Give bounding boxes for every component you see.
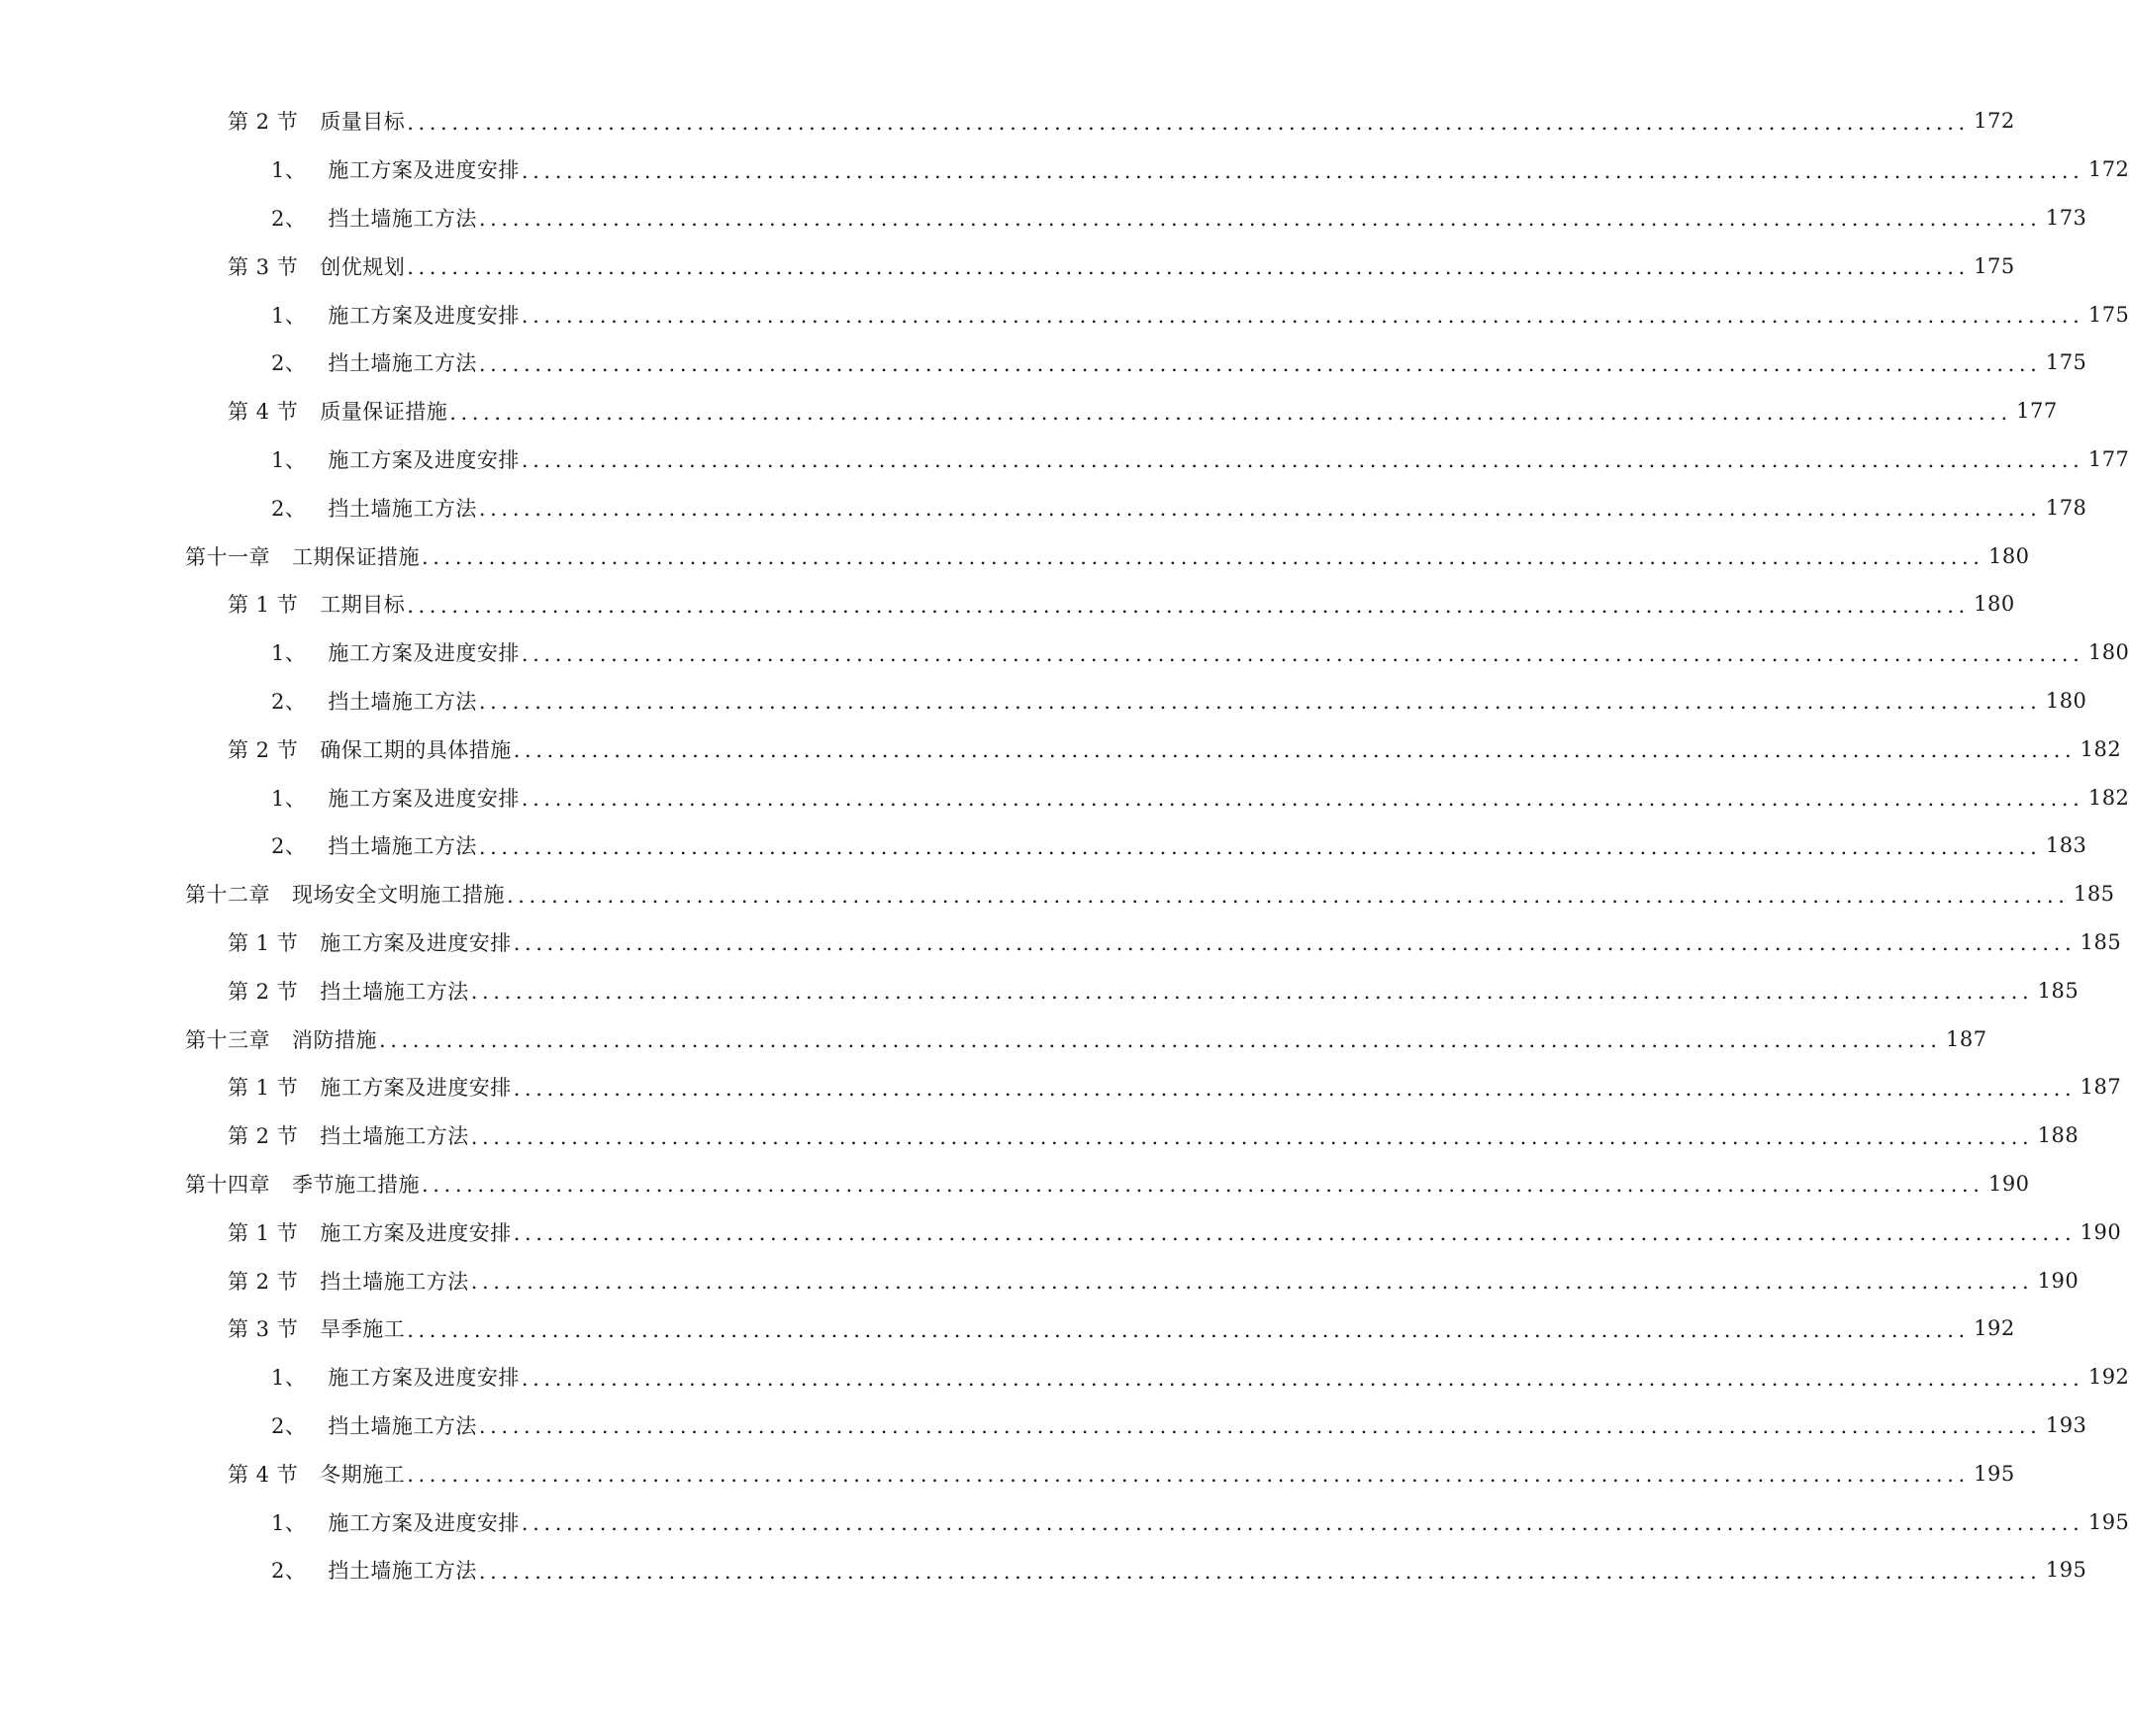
toc-entry-page-number: 187: [2080, 1075, 2122, 1100]
toc-entry-page-number: 188: [2037, 1123, 2080, 1148]
toc-entry-number: 第 4 节: [228, 1462, 299, 1487]
toc-entry-number: 第十四章: [185, 1172, 270, 1197]
toc-entry[interactable]: [0, 338, 2087, 387]
toc-entry-page-number: 195: [2087, 1509, 2129, 1534]
toc-entry-title: 挡土墙施工方法: [320, 1269, 469, 1294]
toc-entry-number: 第十三章: [185, 1027, 270, 1052]
toc-entry-page-number: 190: [1987, 1171, 2030, 1196]
toc-entry-number: 第 2 节: [228, 1269, 299, 1294]
toc-entry[interactable]: [0, 1256, 2080, 1304]
toc-entry[interactable]: [0, 677, 2087, 725]
toc-entry-heading: [228, 1266, 469, 1296]
toc-entry-heading: [271, 300, 520, 330]
toc-entry-title: 施工方案及进度安排: [328, 158, 520, 183]
toc-entry-heading: [228, 734, 512, 764]
toc-entry[interactable]: [0, 1014, 1987, 1063]
toc-entry-number: 第 3 节: [228, 254, 299, 279]
toc-dot-leader: ............................................................................................................................................: [478, 834, 2042, 859]
toc-entry-heading: [185, 541, 420, 571]
toc-entry-heading: [228, 1459, 405, 1489]
toc-entry-page-number: 175: [1974, 253, 2015, 278]
toc-entry-title: 施工方案及进度安排: [328, 1366, 520, 1391]
toc-entry[interactable]: [0, 435, 2129, 484]
toc-entry-number: 1、: [271, 1366, 307, 1391]
toc-entry-page-number: 180: [1987, 543, 2030, 568]
toc-entry[interactable]: [0, 1497, 2129, 1546]
toc-entry-heading: [228, 1072, 512, 1102]
toc-entry-number: 第 2 节: [228, 110, 299, 135]
toc-entry-title: 季节施工措施: [292, 1172, 420, 1197]
toc-entry-heading: [228, 927, 512, 957]
toc-entry-title: 施工方案及进度安排: [320, 930, 512, 955]
toc-dot-leader: ............................................................................................................................................: [407, 593, 1970, 618]
toc-entry[interactable]: [0, 290, 2129, 338]
toc-dot-leader: ............................................................................................................................................: [470, 980, 2034, 1005]
toc-entry-title: 挡土墙施工方法: [328, 496, 477, 521]
toc-dot-leader: ............................................................................................................................................: [470, 1124, 2034, 1149]
toc-entry[interactable]: [0, 194, 2087, 242]
toc-entry-title: 挡土墙施工方法: [328, 834, 477, 859]
toc-entry[interactable]: [0, 387, 2058, 435]
toc-entry-heading: [271, 1410, 477, 1440]
toc-entry-title: 质量目标: [320, 110, 406, 135]
toc-entry-heading: [271, 444, 520, 474]
toc-entry[interactable]: [0, 966, 2080, 1014]
toc-entry[interactable]: [0, 1160, 2030, 1208]
toc-entry[interactable]: [0, 1207, 2122, 1256]
toc-entry-page-number: 185: [2080, 929, 2122, 954]
toc-dot-leader: ............................................................................................................................................: [478, 497, 2042, 522]
toc-entry-page-number: 173: [2045, 205, 2087, 230]
toc-entry-heading: [228, 106, 405, 136]
toc-entry-number: 第 2 节: [228, 979, 299, 1004]
toc-entry-page-number: 185: [2037, 978, 2080, 1003]
toc-entry-title: 挡土墙施工方法: [320, 979, 469, 1004]
toc-entry-heading: [228, 1313, 405, 1343]
toc-dot-leader: ............................................................................................................................................: [407, 1463, 1970, 1488]
toc-dot-leader: ............................................................................................................................................: [513, 1076, 2077, 1101]
toc-entry[interactable]: [0, 241, 2015, 290]
toc-entry-number: 第 3 节: [228, 1317, 299, 1342]
toc-entry[interactable]: [0, 773, 2129, 821]
toc-entry-number: 2、: [271, 1559, 307, 1584]
toc-entry-number: 第十二章: [185, 883, 270, 908]
toc-entry-title: 挡土墙施工方法: [328, 1413, 477, 1438]
toc-entry-number: 第 4 节: [228, 400, 299, 425]
toc-entry[interactable]: [0, 724, 2122, 773]
toc-entry-title: 工期目标: [320, 593, 406, 618]
toc-dot-leader: ............................................................................................................................................: [478, 351, 2042, 376]
toc-entry-title: 消防措施: [292, 1027, 377, 1052]
toc-entry-heading: [271, 830, 477, 860]
toc-entry-page-number: 172: [2087, 157, 2129, 182]
toc-entry-page-number: 192: [1974, 1316, 2015, 1341]
toc-entry-heading: [228, 1217, 512, 1247]
toc-entry-page-number: 177: [2087, 446, 2129, 471]
toc-entry-heading: [271, 1555, 477, 1585]
toc-entry-page-number: 195: [2045, 1558, 2087, 1583]
toc-entry-heading: [271, 154, 520, 184]
toc-dot-leader: ............................................................................................................................................: [407, 110, 1970, 135]
toc-entry-heading: [271, 493, 477, 523]
toc-dot-leader: ............................................................................................................................................: [478, 690, 2042, 715]
toc-entry-number: 1、: [271, 158, 307, 183]
toc-entry-number: 第 1 节: [228, 593, 299, 618]
toc-entry[interactable]: [0, 97, 2015, 145]
toc-entry-heading: [271, 1507, 520, 1537]
toc-entry[interactable]: [0, 1546, 2087, 1594]
toc-entry-number: 1、: [271, 786, 307, 811]
toc-entry-number: 1、: [271, 447, 307, 472]
toc-dot-leader: ............................................................................................................................................: [507, 883, 2070, 908]
toc-entry-title: 旱季施工: [320, 1317, 406, 1342]
toc-entry-page-number: 195: [1974, 1461, 2015, 1486]
toc-entry-title: 挡土墙施工方法: [328, 206, 477, 231]
toc-entry-title: 挡土墙施工方法: [328, 689, 477, 714]
toc-entry-number: 第 1 节: [228, 1220, 299, 1245]
toc-entry-heading: [271, 1362, 520, 1392]
toc-dot-leader: ............................................................................................................................................: [422, 545, 1984, 570]
toc-entry-page-number: 175: [2087, 302, 2129, 327]
toc-entry-number: 第 1 节: [228, 930, 299, 955]
toc-entry-title: 质量保证措施: [320, 400, 448, 425]
toc-entry[interactable]: [0, 580, 2015, 628]
toc-entry-title: 挡土墙施工方法: [320, 1124, 469, 1149]
toc-dot-leader: ............................................................................................................................................: [521, 787, 2084, 812]
toc-dot-leader: ............................................................................................................................................: [521, 1511, 2084, 1535]
toc-entry-number: 2、: [271, 351, 307, 376]
toc-dot-leader: ............................................................................................................................................: [521, 1366, 2084, 1391]
toc-entry-heading: [271, 637, 520, 667]
toc-entry-page-number: 190: [2037, 1268, 2080, 1293]
toc-entry-title: 施工方案及进度安排: [320, 1076, 512, 1101]
toc-entry-number: 第十一章: [185, 544, 270, 569]
toc-entry-number: 第 2 节: [228, 1124, 299, 1149]
toc-entry-number: 第 1 节: [228, 1076, 299, 1101]
toc-entry-title: 现场安全文明施工措施: [292, 883, 505, 908]
toc-entry-number: 2、: [271, 834, 307, 859]
toc-dot-leader: ............................................................................................................................................: [478, 1559, 2042, 1584]
toc-dot-leader: ............................................................................................................................................: [422, 1173, 1984, 1198]
toc-entry-page-number: 178: [2045, 495, 2087, 520]
toc-entry-heading: [271, 686, 477, 716]
toc-entry[interactable]: [0, 628, 2129, 677]
toc-entry-page-number: 177: [2016, 399, 2058, 424]
toc-dot-leader: ............................................................................................................................................: [521, 304, 2084, 329]
toc-dot-leader: ............................................................................................................................................: [470, 1270, 2034, 1295]
toc-dot-leader: ............................................................................................................................................: [407, 255, 1970, 280]
toc-entry[interactable]: [0, 870, 2115, 918]
toc-entry-title: 施工方案及进度安排: [328, 641, 520, 666]
toc-entry-number: 1、: [271, 1510, 307, 1535]
toc-entry-page-number: 192: [2087, 1365, 2129, 1390]
toc-entry-page-number: 180: [1974, 592, 2015, 617]
toc-entry[interactable]: [0, 1111, 2080, 1160]
toc-entry[interactable]: [0, 1353, 2129, 1401]
toc-entry-page-number: 182: [2080, 736, 2122, 761]
toc-entry-page-number: 175: [2045, 350, 2087, 375]
toc-entry-heading: [185, 1169, 420, 1199]
toc-entry[interactable]: [0, 531, 2030, 580]
toc-entry-heading: [228, 396, 447, 426]
toc-dot-leader: ............................................................................................................................................: [478, 1414, 2042, 1439]
toc-entry[interactable]: [0, 483, 2087, 531]
toc-entry[interactable]: [0, 1401, 2087, 1450]
toc-entry-title: 创优规划: [320, 254, 406, 279]
toc-entry-page-number: 190: [2080, 1219, 2122, 1244]
table-of-contents: [0, 97, 2129, 1594]
toc-entry-title: 挡土墙施工方法: [328, 351, 477, 376]
toc-entry-number: 2、: [271, 1413, 307, 1438]
toc-dot-leader: ............................................................................................................................................: [521, 158, 2084, 183]
toc-entry-title: 施工方案及进度安排: [328, 447, 520, 472]
toc-entry[interactable]: [0, 821, 2087, 870]
toc-entry-title: 工期保证措施: [292, 544, 420, 569]
toc-entry-number: 2、: [271, 496, 307, 521]
toc-dot-leader: ............................................................................................................................................: [521, 641, 2084, 666]
toc-dot-leader: ............................................................................................................................................: [449, 400, 2012, 425]
toc-entry-heading: [185, 879, 505, 909]
toc-entry-page-number: 172: [1974, 109, 2015, 134]
toc-entry-page-number: 180: [2045, 688, 2087, 713]
toc-entry-number: 2、: [271, 689, 307, 714]
toc-dot-leader: ............................................................................................................................................: [513, 738, 2077, 763]
toc-entry-page-number: 193: [2045, 1412, 2087, 1437]
toc-dot-leader: ............................................................................................................................................: [478, 207, 2042, 232]
toc-entry-number: 1、: [271, 303, 307, 328]
toc-entry[interactable]: [0, 1063, 2122, 1111]
toc-dot-leader: ............................................................................................................................................: [521, 448, 2084, 473]
toc-entry-title: 冬期施工: [320, 1462, 406, 1487]
toc-dot-leader: ............................................................................................................................................: [407, 1317, 1970, 1342]
toc-entry-title: 挡土墙施工方法: [328, 1559, 477, 1584]
toc-entry-page-number: 182: [2087, 785, 2129, 810]
toc-entry-heading: [228, 1120, 469, 1150]
toc-entry-heading: [271, 203, 477, 233]
toc-entry-heading: [271, 783, 520, 813]
toc-entry[interactable]: [0, 1449, 2015, 1497]
toc-entry-heading: [228, 589, 405, 619]
toc-entry[interactable]: [0, 145, 2129, 194]
toc-entry-heading: [271, 347, 477, 377]
toc-entry-number: 2、: [271, 206, 307, 231]
toc-entry-heading: [228, 976, 469, 1006]
toc-dot-leader: ............................................................................................................................................: [379, 1028, 1942, 1053]
toc-entry[interactable]: [0, 918, 2122, 967]
toc-entry-page-number: 187: [1945, 1026, 1987, 1051]
toc-entry-page-number: 180: [2087, 640, 2129, 665]
toc-dot-leader: ............................................................................................................................................: [513, 931, 2077, 956]
toc-entry-number: 1、: [271, 641, 307, 666]
toc-entry-title: 施工方案及进度安排: [328, 786, 520, 811]
toc-entry-number: 第 2 节: [228, 737, 299, 762]
toc-entry-page-number: 183: [2045, 833, 2087, 858]
toc-entry[interactable]: [0, 1304, 2015, 1353]
toc-entry-title: 施工方案及进度安排: [320, 1220, 512, 1245]
toc-entry-heading: [185, 1024, 377, 1054]
toc-entry-title: 施工方案及进度安排: [328, 1510, 520, 1535]
toc-entry-page-number: 185: [2073, 882, 2115, 907]
toc-entry-title: 施工方案及进度安排: [328, 303, 520, 328]
toc-entry-title: 确保工期的具体措施: [320, 737, 512, 762]
toc-entry-heading: [228, 251, 405, 281]
toc-dot-leader: ............................................................................................................................................: [513, 1221, 2077, 1246]
